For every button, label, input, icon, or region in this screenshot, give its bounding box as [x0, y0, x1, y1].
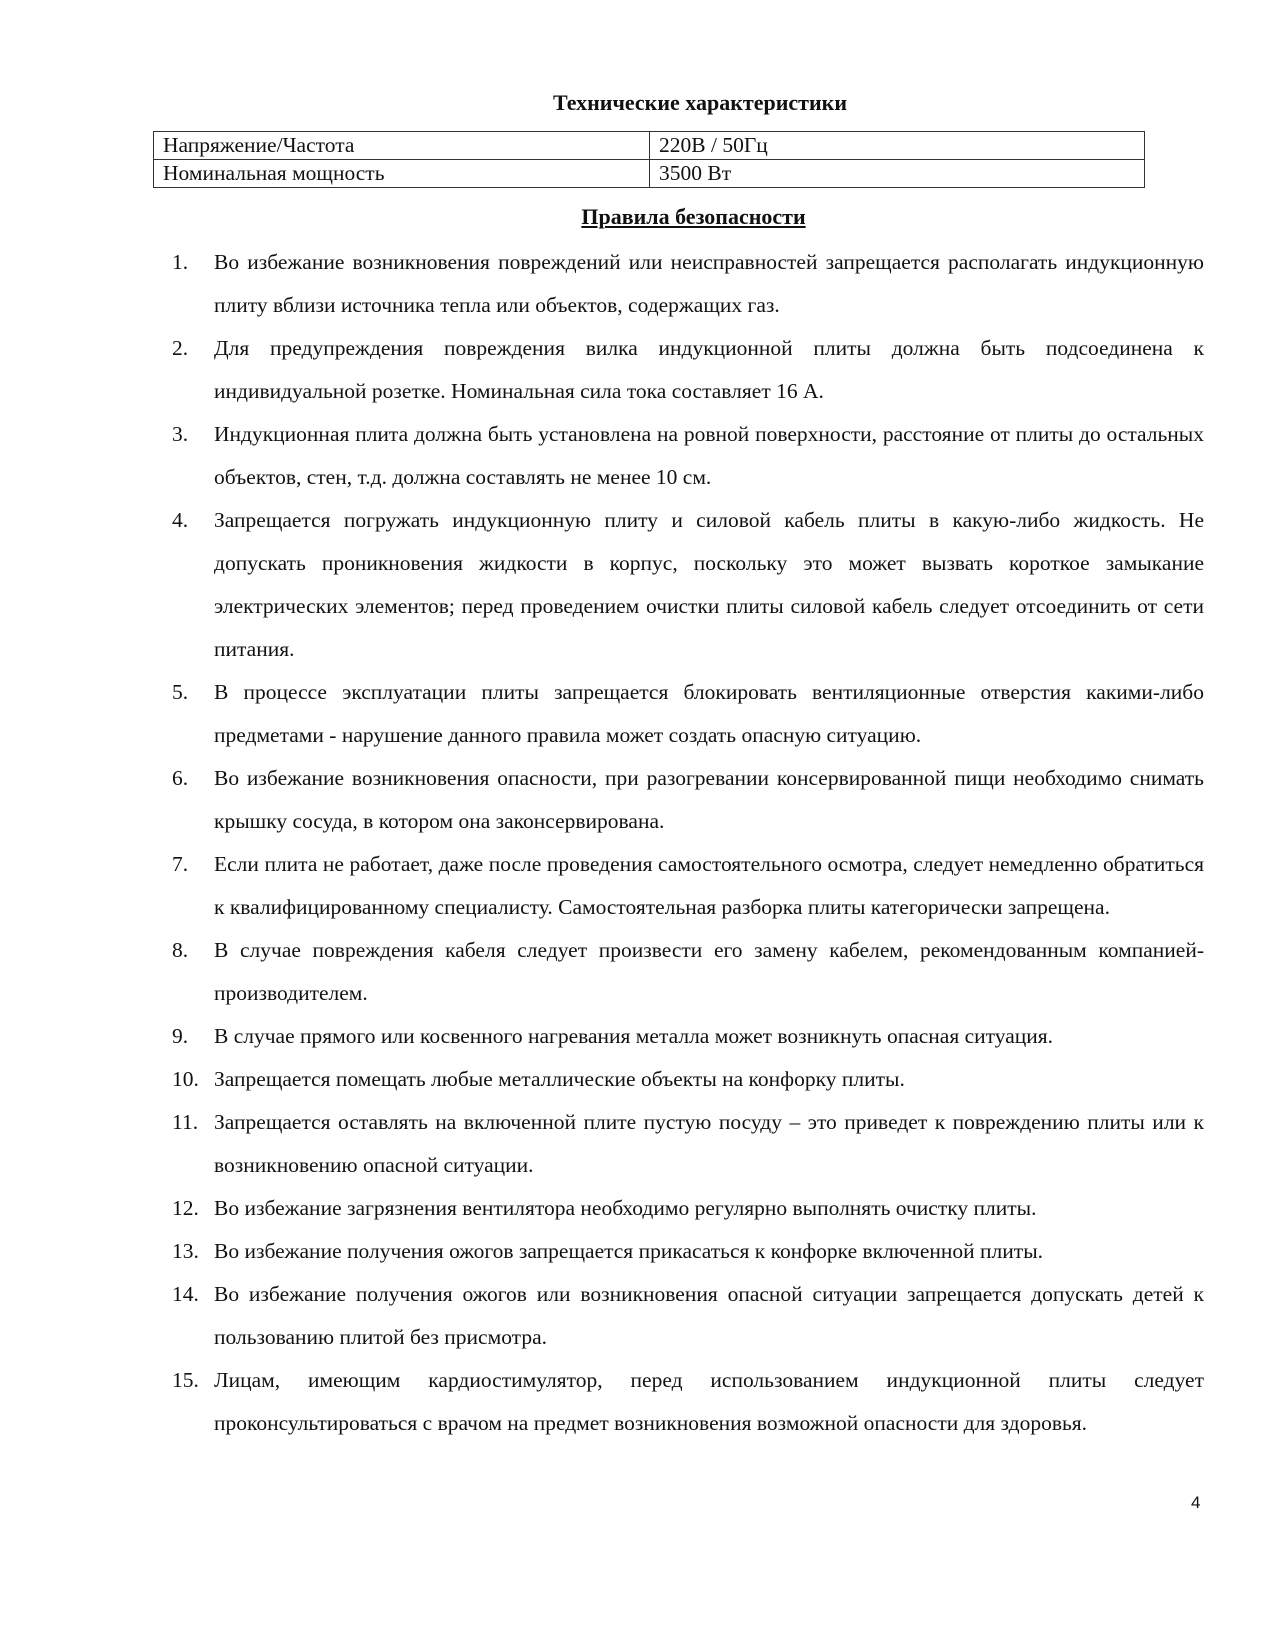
specs-row-power [154, 160, 1145, 188]
page-number: 4 [1191, 1493, 1201, 1512]
rules-title: Правила безопасности [581, 204, 806, 229]
rule-text: Во избежание получения ожогов запрещается прикасаться к конфорке включенной плиты. [214, 1239, 1044, 1263]
rule-text: Во избежание загрязнения вентилятора необходимо регулярно выполнять очистку плиты. [214, 1196, 1037, 1220]
rule-number: 1. [172, 250, 189, 274]
rule-item [172, 1359, 1204, 1445]
rule-text: Для предупреждения повреждения вилка индукционной плиты должна быть подсоединена к индивидуальной розетке. Номинальная сила тока составляет 16 А. [214, 336, 1204, 403]
rule-number: 2. [172, 336, 189, 360]
rule-number: 3. [172, 422, 189, 446]
rule-text: Во избежание возникновения опасности, при разогревании консервированной пищи необходимо снимать крышку сосуда, в котором она законсервирована. [214, 766, 1204, 833]
rule-number: 8. [172, 938, 189, 962]
rule-number: 11. [172, 1110, 199, 1134]
rule-text: Если плита не работает, даже после проведения самостоятельного осмотра, следует немедленно обратиться к квалифицированному специалисту. Самостоятельная разборка плиты категорически запрещена. [214, 852, 1204, 919]
rule-text: Запрещается помещать любые металлические объекты на конфорку плиты. [214, 1067, 905, 1091]
specs-value: 220В / 50Гц [650, 132, 1145, 160]
rule-item [172, 671, 1204, 757]
rule-text: Индукционная плита должна быть установлена на ровной поверхности, расстояние от плиты до остальных объектов, стен, т.д. должна составлять не менее 10 см. [214, 422, 1204, 489]
specs-title: Технические характеристики [552, 90, 848, 115]
rule-item [172, 1015, 1204, 1058]
rule-number: 13. [172, 1239, 199, 1263]
rule-item [172, 1058, 1204, 1101]
rule-number: 15. [172, 1368, 199, 1392]
rule-item [172, 499, 1204, 671]
rule-item [172, 1101, 1204, 1187]
specs-table [153, 131, 1145, 188]
rule-text: В случае повреждения кабеля следует произвести его замену кабелем, рекомендованным компанией-производителем. [214, 938, 1204, 1005]
rule-text: Во избежание получения ожогов или возникновения опасной ситуации запрещается допускать детей к пользованию плитой без присмотра. [214, 1282, 1204, 1349]
specs-row-voltage [154, 132, 1145, 160]
rules-list [172, 241, 1204, 1445]
rule-item [172, 413, 1204, 499]
rule-item [172, 1273, 1204, 1359]
rule-item [172, 327, 1204, 413]
rule-text: Лицам, имеющим кардиостимулятор, перед использованием индукционной плиты следует проконсультироваться с врачом на предмет возникновения возможной опасности для здоровья. [214, 1368, 1204, 1435]
rule-text: В случае прямого или косвенного нагревания металла может возникнуть опасная ситуация. [214, 1024, 1054, 1048]
rule-number: 9. [172, 1024, 189, 1048]
rule-number: 10. [172, 1067, 199, 1091]
specs-value: 3500 Вт [650, 160, 1145, 188]
rule-item [172, 1187, 1204, 1230]
specs-key: Номинальная мощность [154, 160, 650, 188]
rule-number: 12. [172, 1196, 199, 1220]
rule-number: 4. [172, 508, 189, 532]
rule-item [172, 1230, 1204, 1273]
rule-number: 7. [172, 852, 189, 876]
rule-number: 5. [172, 680, 189, 704]
rule-text: Запрещается погружать индукционную плиту и силовой кабель плиты в какую-либо жидкость. Не допускать проникновения жидкости в корпус, поскольку это может вызвать короткое замыкание электрических элементов; перед проведением очистки плиты силовой кабель следует отсоединить от сети питания. [214, 508, 1204, 661]
rule-number: 6. [172, 766, 189, 790]
rule-text: Запрещается оставлять на включенной плите пустую посуду – это приведет к повреждению плиты или к возникновению опасной ситуации. [214, 1110, 1204, 1177]
rule-item [172, 241, 1204, 327]
rule-text: В процессе эксплуатации плиты запрещается блокировать вентиляционные отверстия какими-либо предметами - нарушение данного правила может создать опасную ситуацию. [214, 680, 1204, 747]
rule-item [172, 757, 1204, 843]
specs-key: Напряжение/Частота [154, 132, 650, 160]
rule-item [172, 843, 1204, 929]
rule-text: Во избежание возникновения повреждений или неисправностей запрещается располагать индукционную плиту вблизи источника тепла или объектов, содержащих газ. [214, 250, 1204, 317]
rule-item [172, 929, 1204, 1015]
rule-number: 14. [172, 1282, 199, 1306]
